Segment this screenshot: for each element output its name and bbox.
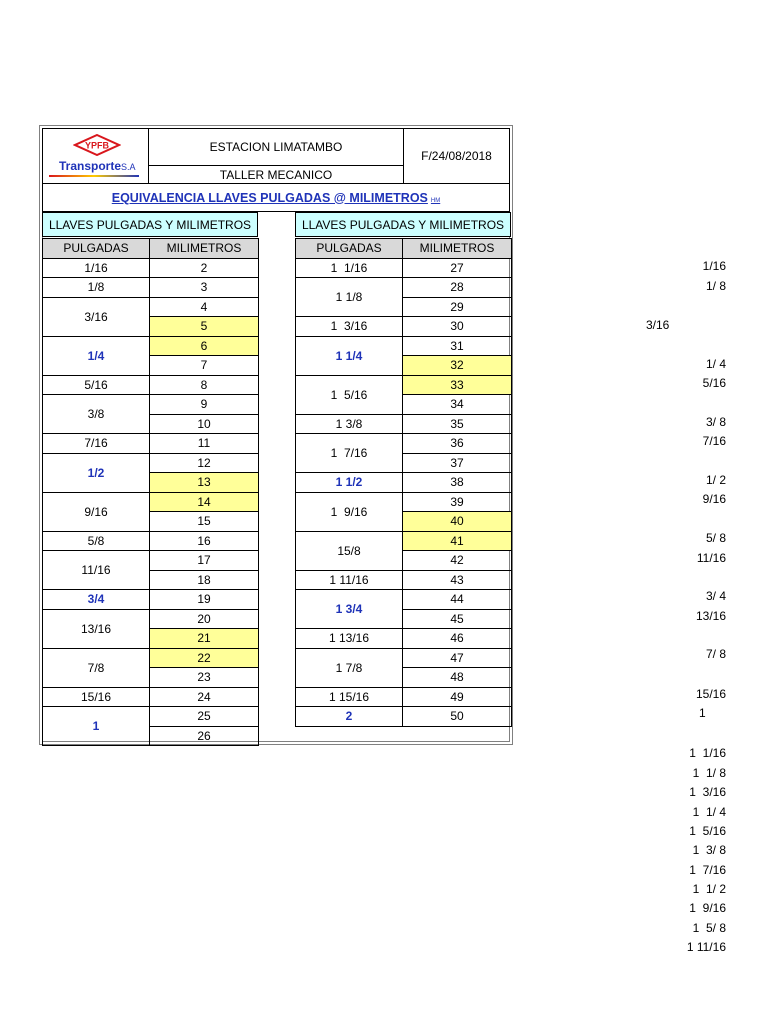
table-row: [43, 707, 259, 727]
mm-cell: 7: [150, 356, 259, 376]
table-row: [43, 492, 259, 512]
mm-cell: 38: [403, 473, 512, 493]
table-row: [296, 531, 512, 551]
side-fraction: 1/ 4: [705, 357, 726, 371]
table-row: [296, 336, 512, 356]
mm-cell: 47: [403, 648, 512, 668]
mm-cell: 24: [150, 687, 259, 707]
company-name-main: Transporte: [59, 159, 122, 173]
inch-cell: 1 11/16: [296, 570, 403, 590]
inch-cell: 1 3/16: [296, 317, 403, 337]
mm-cell: 31: [403, 336, 512, 356]
inch-cell: 2: [296, 707, 403, 727]
side-fraction: 1 1/16: [689, 746, 726, 760]
table-row: [43, 551, 259, 571]
mm-cell: 12: [150, 453, 259, 473]
mm-cell: 32: [403, 356, 512, 376]
inch-cell: 11/16: [43, 551, 150, 590]
mm-cell: 26: [150, 726, 259, 746]
side-fraction: 1 9/16: [689, 901, 726, 915]
mm-cell: 27: [403, 258, 512, 278]
side-fraction: 11/16: [696, 551, 726, 565]
table-row: [296, 648, 512, 668]
table-row: [296, 590, 512, 610]
inch-cell: 1 1/8: [296, 278, 403, 317]
subtitle-tag: HM: [430, 197, 441, 204]
mm-cell: 42: [403, 551, 512, 571]
inch-cell: 7/16: [43, 434, 150, 454]
side-fraction: 1 1/ 8: [692, 766, 726, 780]
inch-cell: 3/8: [43, 395, 150, 434]
inch-cell: 13/16: [43, 609, 150, 648]
mm-cell: 22: [150, 648, 259, 668]
inch-cell: 1/4: [43, 336, 150, 375]
mm-cell: 14: [150, 492, 259, 512]
mm-cell: 17: [150, 551, 259, 571]
right-section-title: LLAVES PULGADAS Y MILIMETROS: [295, 212, 511, 237]
column-header-row: [43, 239, 259, 259]
inch-cell: 1: [43, 707, 150, 746]
table-row: [296, 434, 512, 454]
company-name: [59, 159, 149, 175]
mm-cell: 16: [150, 531, 259, 551]
mm-cell: 18: [150, 570, 259, 590]
mm-cell: 46: [403, 629, 512, 649]
mm-cell: 13: [150, 473, 259, 493]
side-fraction: 9/16: [702, 492, 726, 506]
left-section-title: LLAVES PULGADAS Y MILIMETROS: [42, 212, 258, 237]
side-fraction: 5/ 8: [705, 531, 726, 545]
inch-cell: 1 7/8: [296, 648, 403, 687]
inch-cell: 15/8: [296, 531, 403, 570]
table-row: [43, 453, 259, 473]
mm-cell: 21: [150, 629, 259, 649]
side-fraction: 1 5/ 8: [692, 921, 726, 935]
side-fraction: 1/16: [702, 259, 726, 273]
inch-cell: 1 5/16: [296, 375, 403, 414]
inch-cell: 5/16: [43, 375, 150, 395]
mm-cell: 11: [150, 434, 259, 454]
mm-cell: 10: [150, 414, 259, 434]
side-fraction: 15/16: [695, 687, 726, 701]
side-fraction: 7/16: [702, 434, 726, 448]
mm-cell: 45: [403, 609, 512, 629]
left-conversion-table: [42, 238, 259, 746]
table-row: [43, 375, 259, 395]
mm-cell: 37: [403, 453, 512, 473]
inch-cell: 3/4: [43, 590, 150, 610]
side-fraction: 1/ 2: [705, 473, 726, 487]
table-row: [43, 434, 259, 454]
mm-cell: 25: [150, 707, 259, 727]
inch-cell: 1/2: [43, 453, 150, 492]
right-conversion-table: [295, 238, 512, 727]
workshop-title: TALLER MECANICO: [148, 165, 404, 184]
side-fraction: 1/ 8: [705, 279, 726, 293]
inch-cell: 1 9/16: [296, 492, 403, 531]
logo-cell: [42, 128, 149, 184]
inch-cell: 5/8: [43, 531, 150, 551]
mm-cell: 35: [403, 414, 512, 434]
mm-cell: 41: [403, 531, 512, 551]
table-row: [296, 473, 512, 493]
table-row: [43, 648, 259, 668]
inch-cell: 1 13/16: [296, 629, 403, 649]
mm-cell: 4: [150, 297, 259, 317]
company-name-suffix: S.A: [121, 162, 136, 172]
mm-cell: 49: [403, 687, 512, 707]
logo-wordmark: YPFB: [84, 140, 110, 151]
mm-cell: 30: [403, 317, 512, 337]
mm-cell: 40: [403, 512, 512, 532]
table-row: [43, 395, 259, 415]
side-fraction: 3/ 8: [705, 415, 726, 429]
table-row: [43, 687, 259, 707]
mm-cell: 3: [150, 278, 259, 298]
side-fraction: 1: [699, 706, 706, 720]
mm-cell: 19: [150, 590, 259, 610]
side-fraction: 13/16: [695, 609, 726, 623]
date-cell: F/24/08/2018: [403, 128, 510, 184]
table-row: [296, 375, 512, 395]
table-row: [43, 609, 259, 629]
inch-cell: 1 1/16: [296, 258, 403, 278]
inch-cell: 1 15/16: [296, 687, 403, 707]
table-row: [43, 278, 259, 298]
inch-cell: 1 1/2: [296, 473, 403, 493]
side-fraction: 1 3/16: [689, 785, 726, 799]
column-header-row: [296, 239, 512, 259]
mm-cell: 28: [403, 278, 512, 298]
station-title: ESTACION LIMATAMBO: [148, 128, 404, 166]
table-row: [296, 492, 512, 512]
mm-cell: 36: [403, 434, 512, 454]
mm-cell: 50: [403, 707, 512, 727]
table-row: [296, 258, 512, 278]
side-fraction: 3/16: [646, 318, 670, 332]
mm-cell: 43: [403, 570, 512, 590]
mm-cell: 8: [150, 375, 259, 395]
mm-cell: 6: [150, 336, 259, 356]
mm-cell: 9: [150, 395, 259, 415]
table-row: [43, 590, 259, 610]
table-row: [43, 258, 259, 278]
inch-cell: 1/16: [43, 258, 150, 278]
table-row: [43, 297, 259, 317]
inch-cell: 7/8: [43, 648, 150, 687]
inch-cell: 1/8: [43, 278, 150, 298]
table-row: [296, 414, 512, 434]
mm-cell: 5: [150, 317, 259, 337]
mm-cell: 44: [403, 590, 512, 610]
logo-underline: [49, 175, 139, 177]
table-row: [296, 707, 512, 727]
pulgadas-header: PULGADAS: [43, 239, 150, 259]
inch-cell: 15/16: [43, 687, 150, 707]
inch-cell: 1 3/4: [296, 590, 403, 629]
table-row: [296, 687, 512, 707]
inch-cell: 1 1/4: [296, 336, 403, 375]
side-fraction: 1 5/16: [689, 824, 726, 838]
side-fraction: 1 1/ 4: [692, 805, 726, 819]
side-fraction: 1 11/16: [686, 940, 726, 954]
mm-cell: 29: [403, 297, 512, 317]
side-fraction: 7/ 8: [705, 647, 726, 661]
inch-cell: 1 3/8: [296, 414, 403, 434]
side-fraction: 1 3/ 8: [692, 843, 726, 857]
side-fraction: 5/16: [702, 376, 726, 390]
mm-cell: 39: [403, 492, 512, 512]
mm-cell: 15: [150, 512, 259, 532]
table-row: [296, 570, 512, 590]
pulgadas-header: PULGADAS: [296, 239, 403, 259]
side-fraction: 3/ 4: [705, 589, 726, 603]
subtitle-text: EQUIVALENCIA LLAVES PULGADAS @ MILIMETROS: [111, 190, 428, 205]
mm-cell: 23: [150, 668, 259, 688]
milimetros-header: MILIMETROS: [150, 239, 259, 259]
mm-cell: 34: [403, 395, 512, 415]
table-row: [296, 317, 512, 337]
inch-cell: 3/16: [43, 297, 150, 336]
side-fraction: 1 7/16: [689, 863, 726, 877]
side-fraction: 1 1/ 2: [692, 882, 726, 896]
subtitle-row: [42, 183, 510, 212]
ypfb-logo-icon: [73, 134, 121, 156]
inch-cell: 9/16: [43, 492, 150, 531]
table-row: [296, 278, 512, 298]
mm-cell: 20: [150, 609, 259, 629]
inch-cell: 1 7/16: [296, 434, 403, 473]
table-row: [296, 629, 512, 649]
mm-cell: 48: [403, 668, 512, 688]
milimetros-header: MILIMETROS: [403, 239, 512, 259]
mm-cell: 33: [403, 375, 512, 395]
mm-cell: 2: [150, 258, 259, 278]
table-row: [43, 336, 259, 356]
table-row: [43, 531, 259, 551]
